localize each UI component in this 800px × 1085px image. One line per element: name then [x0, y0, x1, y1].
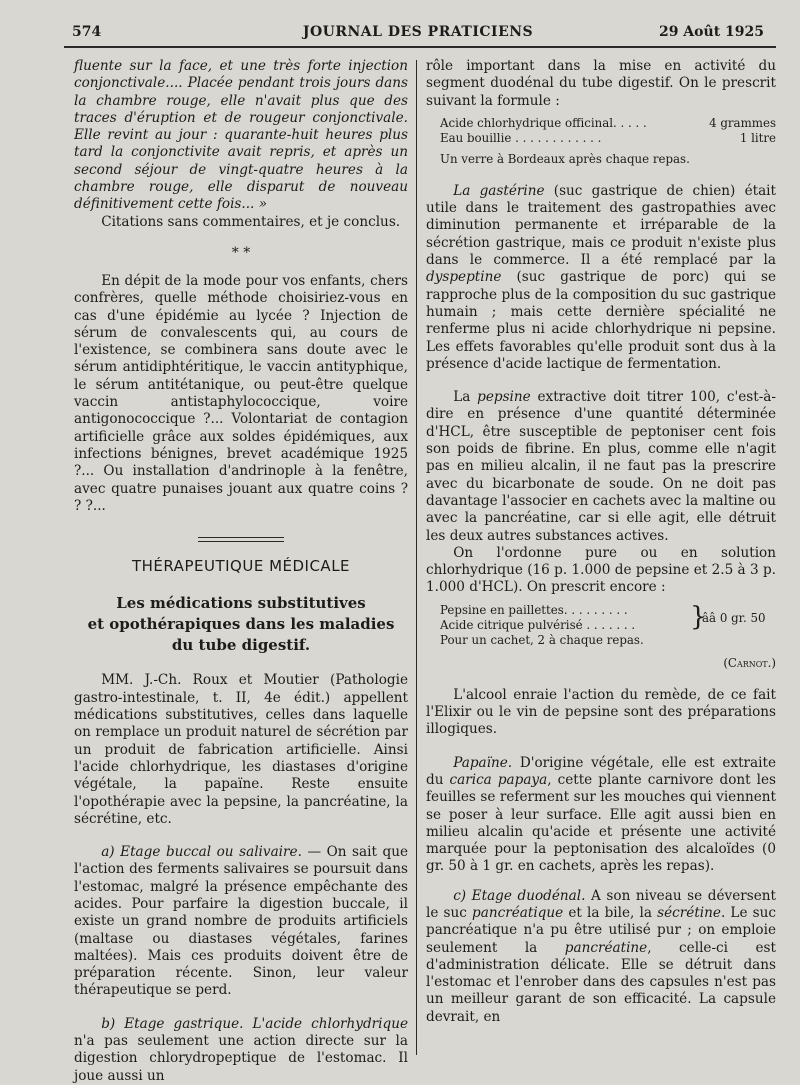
gastric-paragraph — [74, 1016, 408, 1085]
formula-row: Acide chlorhydrique officinal. . . . . 4 grammes — [440, 115, 776, 130]
citations-paragraph: Citations sans commentaires, et je conclus. — [101, 213, 401, 230]
header-rule — [64, 46, 776, 48]
hcl-formula — [440, 116, 776, 167]
intro-paragraph: MM. J.-Ch. Roux et Moutier (Pathologie gastro-intestinale, t. II, 4e édit.) appellent médications substitutives, celles dans laquelle on remplace un produit naturel de sécrétion par un produit de fabrication artificielle. Ainsi l'acide chlorhydrique, les diastases d'origine végétale, la papaïne. Reste ensuite l'opothérapie avec la pepsine, la pancréatine, la sécrétine, etc. — [74, 672, 408, 827]
section-separator — [198, 537, 284, 542]
formula-dose: ââ 0 gr. 50 — [702, 610, 766, 625]
gasterine-paragraph: La gastérine (suc gastrique de chien) était utile dans le traitement des gastropathies avec diminution permanente et irréparable de la sécrétion gastrique, mais ce produit n'existe plus dans le commerce. Il a été remplacé par la dyspeptine (suc gastrique de porc) qui se rapproche plus de la composition du suc gastrique humain ; mais cette dernière spécialité ne renferme plus ni acide chlorhydrique ni pepsine. Les effets favorables qu'elle produit sont dus à la présence d'acide lactique de fermentation. — [426, 182, 776, 372]
gastric-text: n'a pas seulement une action directe sur la digestion chlorydropeptique de l'estomac. Il joue aussi un — [74, 1033, 408, 1084]
section-title: THÉRAPEUTIQUE MÉDICALE — [131, 557, 351, 576]
right-column — [426, 58, 776, 1026]
duodenal-paragraph: c) Etage duodénal. A son niveau se déversent le suc pancréatique et la bile, la sécrétine. Le suc pancréatique n'a pu être utilisé pur ; on emploie seulement la pancréatine, celle-ci est d'administration délicate. Elle se détruit dans l'estomac et l'enrober dans des capsules n'est pas un meilleur garant de son efficacité. La capsule devrait, en — [426, 887, 777, 1025]
column-rule — [416, 60, 417, 1055]
pepsine-formula: Pepsine en paillettes. . . . . . . . . Acide citrique pulvérisé . . . . . . . Pour un cachet, 2 à chaque repas. } ââ 0 gr. 50 (Carnot.) — [440, 601, 776, 670]
brace-icon: } — [690, 601, 707, 632]
article-title-line: du tube digestif. — [171, 636, 311, 655]
page-header — [72, 20, 764, 46]
epidemic-paragraph: En dépit de la mode pour vos enfants, chers confrères, quelle méthode choisiriez-vous en cas d'une épidémie au lycée ? Injection de sérum de convalescents qui, au cours de l'existence, se combinera sans doute avec le sérum antidiphtéritique, le vaccin antityphique, le sérum antitétanique, ou peut-être quelque vaccin antistaphylococcique, voire antigonococcique ?... Volontariat de contagion artificielle grâce aux soldes épidémiques, aux infections bénignes, brevet académique 1925 ?... Ou installation d'andrinople à la fenêtre, avec quatre punaises jouant aux quatre coins ? ? ?... — [74, 272, 408, 514]
buccal-paragraph — [74, 844, 408, 1000]
formula-row: Eau bouillie . . . . . . . . . . . . 1 litre — [440, 130, 776, 145]
pepsine-paragraph: La pepsine extractive doit titrer 100, c'est-à-dire en présence d'une quantité déterminée d'HCL, être susceptible de peptoniser cent fois son poids de fibrine. En plus, comme elle n'agit pas en milieu alcalin, il ne faut pas la prescrire avec du bicarbonate de soude. On ne doit pas davantage l'associer en cachets avec la maltine ou avec la pancréatine, car si elle agit, elle détruit les deux autres substances actives. — [426, 389, 777, 544]
left-column — [74, 58, 408, 1085]
asterism: * * — [231, 244, 251, 261]
article-title-line: Les médications substitutives — [116, 594, 366, 613]
papaine-paragraph: Papaïne. D'origine végétale, elle est extraite du carica papaya, cette plante carnivore dont les feuilles se referment sur les mouches qui viennent se poser à leur surface. Elle agit aussi bien en milieu alcalin qu'acide et présente une activité marquée pour la peptonisation des alcaloïdes (0 gr. 50 à 1 gr. en cachets, après les repas). — [426, 754, 777, 875]
gastric-label: b) Etage gastrique. L'acide chlorhydrique — [101, 1015, 408, 1032]
page-number: 574 — [72, 24, 102, 40]
quote-paragraph: fluente sur la face, et une très forte injection conjonctivale.... Placée pendant trois jours dans la chambre rouge, elle n'avait plus que des traces d'éruption et de rougeur conjonctivale. Elle revint au jour : quarante-huit heures plus tard la conjonctivite avait repris, et après un second séjour de vingt-quatre heures à la chambre rouge, elle disparut de nouveau définitivement cette fois... » — [74, 58, 408, 213]
journal-title: JOURNAL DES PRATICIENS — [302, 24, 534, 40]
ordonne-paragraph: On l'ordonne pure ou en solution chlorhydrique (16 p. 1.000 de pepsine et 2.5 à 3 p. 1.000 d'HCL). On prescrit encore : — [426, 544, 776, 596]
buccal-label: a) Etage buccal ou salivaire. — [101, 844, 302, 861]
alcool-paragraph: L'alcool enraie l'action du remède, de ce fait l'Elixir ou le vin de pepsine sont des préparations illogiques. — [426, 686, 776, 738]
hcl-paragraph: rôle important dans la mise en activité du segment duodénal du tube digestif. On le prescrit suivant la formule : — [426, 58, 776, 109]
formula-credit: (Carnot.) — [723, 655, 776, 670]
article-title-line: et opothérapiques dans les maladies — [87, 615, 395, 634]
buccal-text: — On sait que l'action des ferments salivaires se poursuit dans l'estomac, malgré la présence empêchante des acides. Pour parfaire la digestion buccale, il existe un grand nombre de produits artificiels (maltase ou diastases végétales, farines maltées). Mais ces produits doivent être de préparation récente. Sinon, leur valeur thérapeutique se perd. — [74, 844, 409, 999]
issue-date: 29 Août 1925 — [658, 24, 764, 40]
formula-note: Un verre à Bordeaux après chaque repas. — [440, 151, 690, 166]
article-title — [74, 593, 408, 656]
